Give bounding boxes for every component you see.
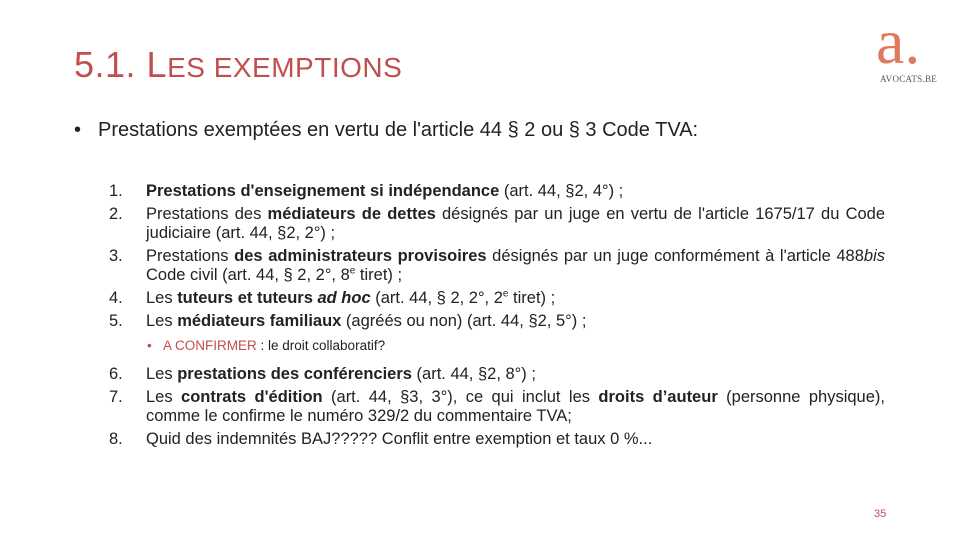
item-plain: Quid des indemnités BAJ????? Conflit entre exemption et taux 0 %...: [146, 430, 653, 448]
list-item: [109, 205, 885, 243]
item-number: 3.: [109, 247, 123, 265]
item-text: [146, 289, 885, 308]
item-text: [146, 430, 885, 449]
item-plain: (personne physique), comme le confirme le numéro 329/2 du commentaire TVA;: [146, 388, 885, 425]
list-item: [109, 247, 885, 285]
item-plain: Les: [146, 388, 182, 406]
item-plain: Les: [146, 365, 178, 383]
item-number: 5.: [109, 312, 123, 330]
item-superscript: e: [349, 265, 356, 277]
intro-line: [74, 119, 698, 142]
item-plain: désignés par un juge conformément à l'article 488: [486, 247, 864, 265]
item-number: 2.: [109, 205, 123, 223]
item-superscript: e: [502, 288, 509, 300]
item-plain: (art. 44, § 2, 2°, 2: [370, 289, 503, 307]
item-number: 4.: [109, 289, 123, 307]
item-italic: bis: [863, 247, 885, 265]
item-plain: Prestations des: [146, 205, 268, 223]
item-bold: prestations des conférenciers: [177, 365, 412, 383]
item-number: 6.: [109, 365, 123, 383]
list-item: [109, 388, 885, 426]
sub-note: [147, 337, 885, 355]
bullet-icon: •: [74, 119, 82, 141]
item-plain: (art. 44, §2, 4°) ;: [499, 182, 624, 200]
logo-letter: a.: [876, 6, 921, 77]
bullet-icon: •: [147, 338, 152, 353]
item-text: [146, 205, 885, 243]
item-number: 7.: [109, 388, 123, 406]
slide-title: [74, 44, 402, 86]
exemptions-list: [109, 182, 885, 453]
item-text: [146, 247, 885, 285]
avocats-logo: [872, 6, 948, 94]
item-bold: droits d’auteur: [598, 388, 718, 406]
page-number: 35: [874, 508, 887, 520]
item-bold: tuteurs et tuteurs: [177, 289, 318, 307]
title-first: 5.1. L: [74, 44, 168, 85]
item-plain: (art. 44, §2, 8°) ;: [411, 365, 536, 383]
item-plain: Code civil (art. 44, § 2, 2°, 8: [146, 266, 350, 284]
item-plain: (art. 44, §3, 3°), ce qui inclut les: [322, 388, 599, 406]
item-bold: des administrateurs provisoires: [234, 247, 487, 265]
item-plain: tiret) ;: [355, 266, 403, 284]
title-rest: ES EXEMPTIONS: [167, 52, 403, 83]
item-text: [146, 388, 885, 426]
list-item: [109, 289, 885, 308]
list-item: [109, 430, 885, 449]
sub-note-label: A CONFIRMER: [163, 338, 257, 353]
item-plain: Les: [146, 312, 178, 330]
item-plain: (agréés ou non) (art. 44, §2, 5°) ;: [341, 312, 587, 330]
item-bold: Prestations d'enseignement si indépendance: [146, 182, 500, 200]
item-bold: médiateurs familiaux: [177, 312, 342, 330]
item-number: 8.: [109, 430, 123, 448]
item-plain: Prestations: [146, 247, 235, 265]
list-item: [109, 312, 885, 331]
list-item: [109, 182, 885, 201]
sub-note-text: : le droit collaboratif?: [256, 338, 386, 353]
item-number: 1.: [109, 182, 123, 200]
item-bold: contrats d'édition: [181, 388, 323, 406]
list-item: [109, 365, 885, 384]
item-bold-italic: ad hoc: [317, 289, 371, 307]
item-text: [146, 365, 885, 384]
item-plain: Les: [146, 289, 178, 307]
item-text: [146, 312, 885, 331]
logo-brand: AVOCATS.BE: [880, 74, 938, 84]
intro-text: Prestations exemptées en vertu de l'article 44 § 2 ou § 3 Code TVA:: [98, 119, 699, 141]
item-bold: médiateurs de dettes: [267, 205, 436, 223]
item-plain: tiret) ;: [508, 289, 556, 307]
item-plain: désignés par un juge en vertu de l'article 1675/17 du Code judiciaire (art. 44, §2, 2°) ;: [146, 205, 886, 242]
item-text: [146, 182, 885, 201]
